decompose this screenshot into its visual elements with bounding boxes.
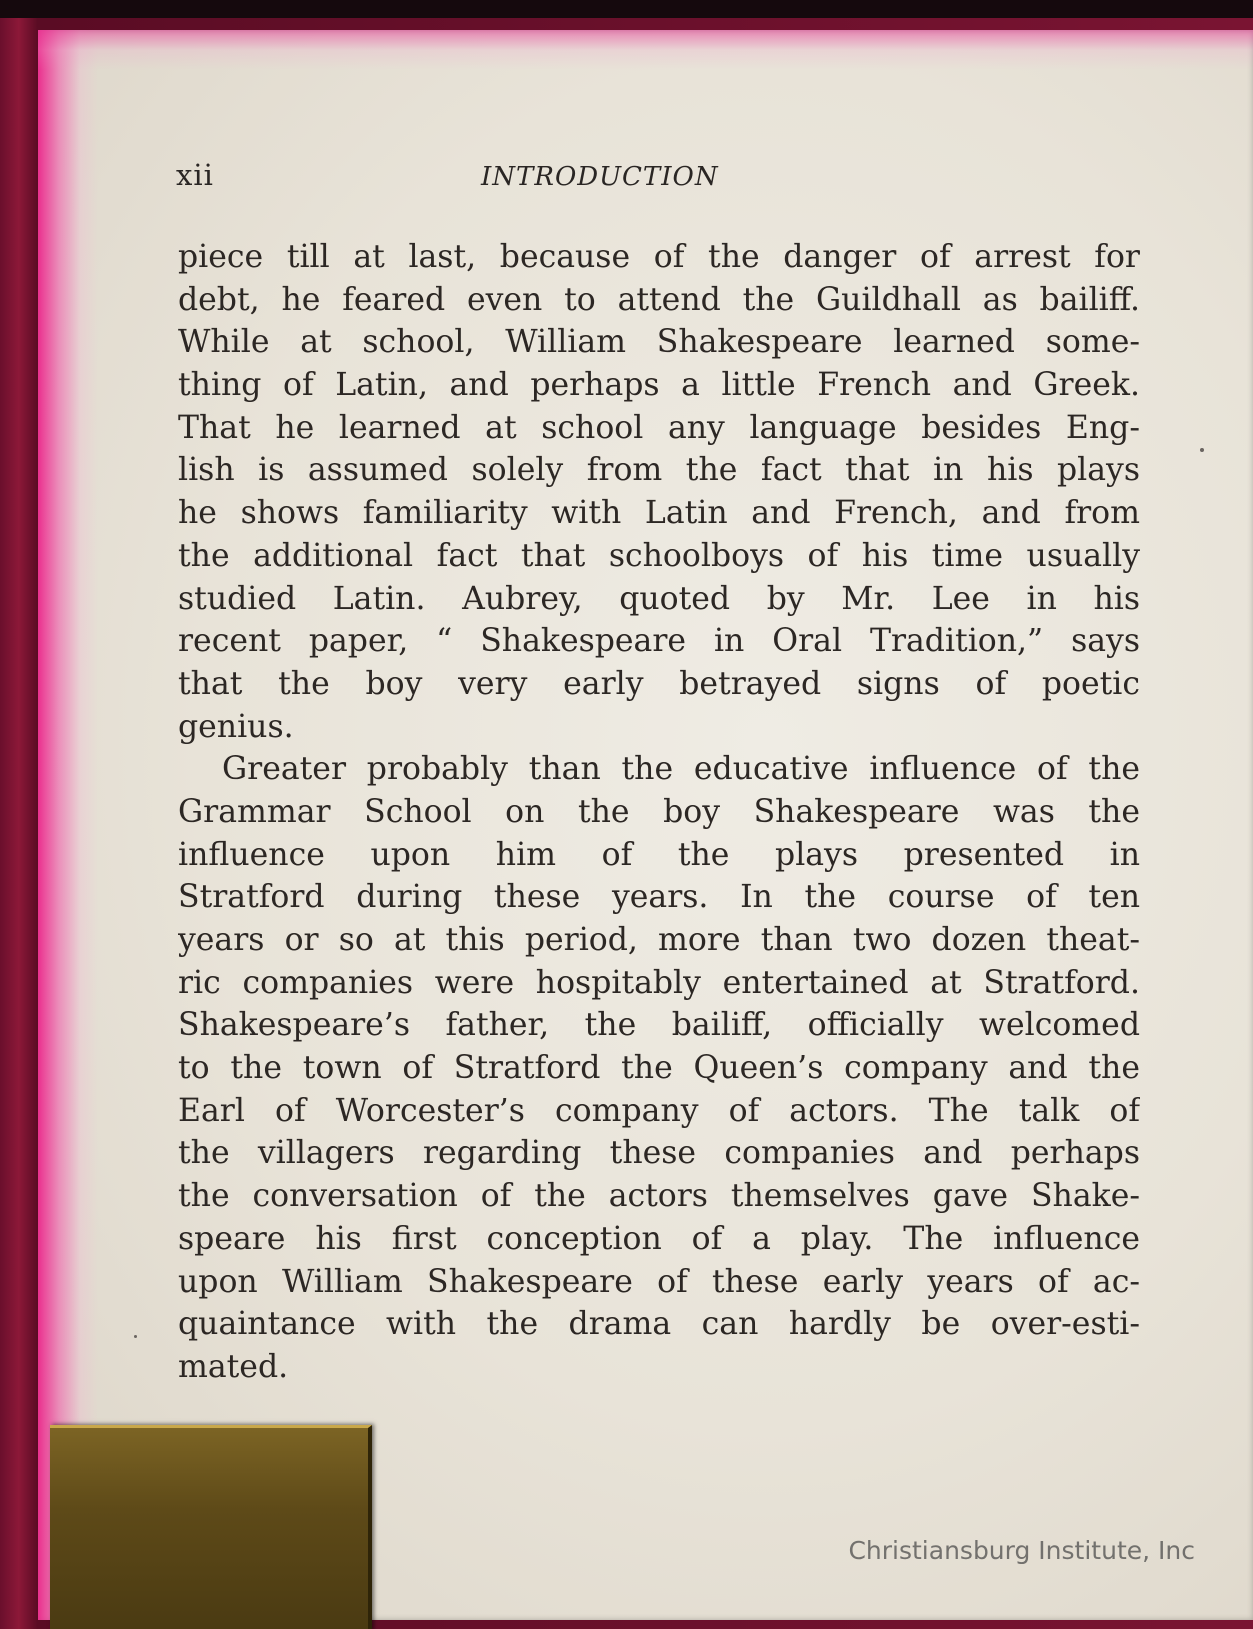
text-line: upon William Shakespeare of these early years of ac- [178, 1263, 1140, 1300]
running-head-title: INTRODUCTION [481, 162, 719, 192]
text-line: the additional fact that schoolboys of his time usually [178, 537, 1140, 574]
book-page [38, 30, 1253, 1620]
body-text [178, 236, 1140, 1389]
text-line: Shakespeare’s father, the bailiff, officially welcomed [178, 1007, 1140, 1044]
text-line: genius. [178, 708, 294, 745]
text-line: years or so at this period, more than two dozen theat- [178, 922, 1140, 958]
text-line: he shows familiarity with Latin and French, and from [178, 495, 1140, 532]
paper-speck [134, 1335, 137, 1338]
text-line: That he learned at school any language besides Eng- [178, 409, 1140, 446]
running-head [176, 158, 1096, 198]
text-line: that the boy very early betrayed signs of poetic [178, 665, 1140, 702]
paper-speck [1200, 448, 1204, 452]
text-line: the villagers regarding these companies and perhaps [178, 1135, 1140, 1172]
text-line: influence upon him of the plays presented in [178, 836, 1140, 873]
text-line: Grammar School on the boy Shakespeare was the [178, 793, 1140, 830]
brass-clip [50, 1425, 372, 1629]
text-line: lish is assumed solely from the fact that in his plays [178, 452, 1140, 489]
text-line: to the town of Stratford the Queen’s company and the [178, 1050, 1140, 1087]
text-line: speare his first conception of a play. The influence [178, 1220, 1140, 1257]
text-line: quaintance with the drama can hardly be over-esti- [178, 1306, 1140, 1343]
text-line: recent paper, “ Shakespeare in Oral Tradition,” says [178, 623, 1140, 660]
text-line: the conversation of the actors themselves gave Shake- [178, 1178, 1140, 1215]
watermark: Christiansburg Institute, Inc [848, 1536, 1195, 1565]
page-number: xii [176, 158, 214, 192]
text-line: Earl of Worcester’s company of actors. The talk of [178, 1092, 1140, 1129]
text-line: mated. [178, 1348, 289, 1385]
text-line: studied Latin. Aubrey, quoted by Mr. Lee in his [178, 580, 1140, 617]
text-line: thing of Latin, and perhaps a little French and Greek. [178, 367, 1140, 404]
text-line: While at school, William Shakespeare learned some- [178, 324, 1140, 361]
text-line: Greater probably than the educative influence of the [222, 751, 1140, 788]
text-line: piece till at last, because of the danger of arrest for [178, 239, 1140, 275]
text-line: Stratford during these years. In the course of ten [178, 879, 1140, 916]
text-line: debt, he feared even to attend the Guildhall as bailiff. [178, 281, 1140, 318]
text-line: ric companies were hospitably entertained at Stratford. [178, 964, 1140, 1001]
